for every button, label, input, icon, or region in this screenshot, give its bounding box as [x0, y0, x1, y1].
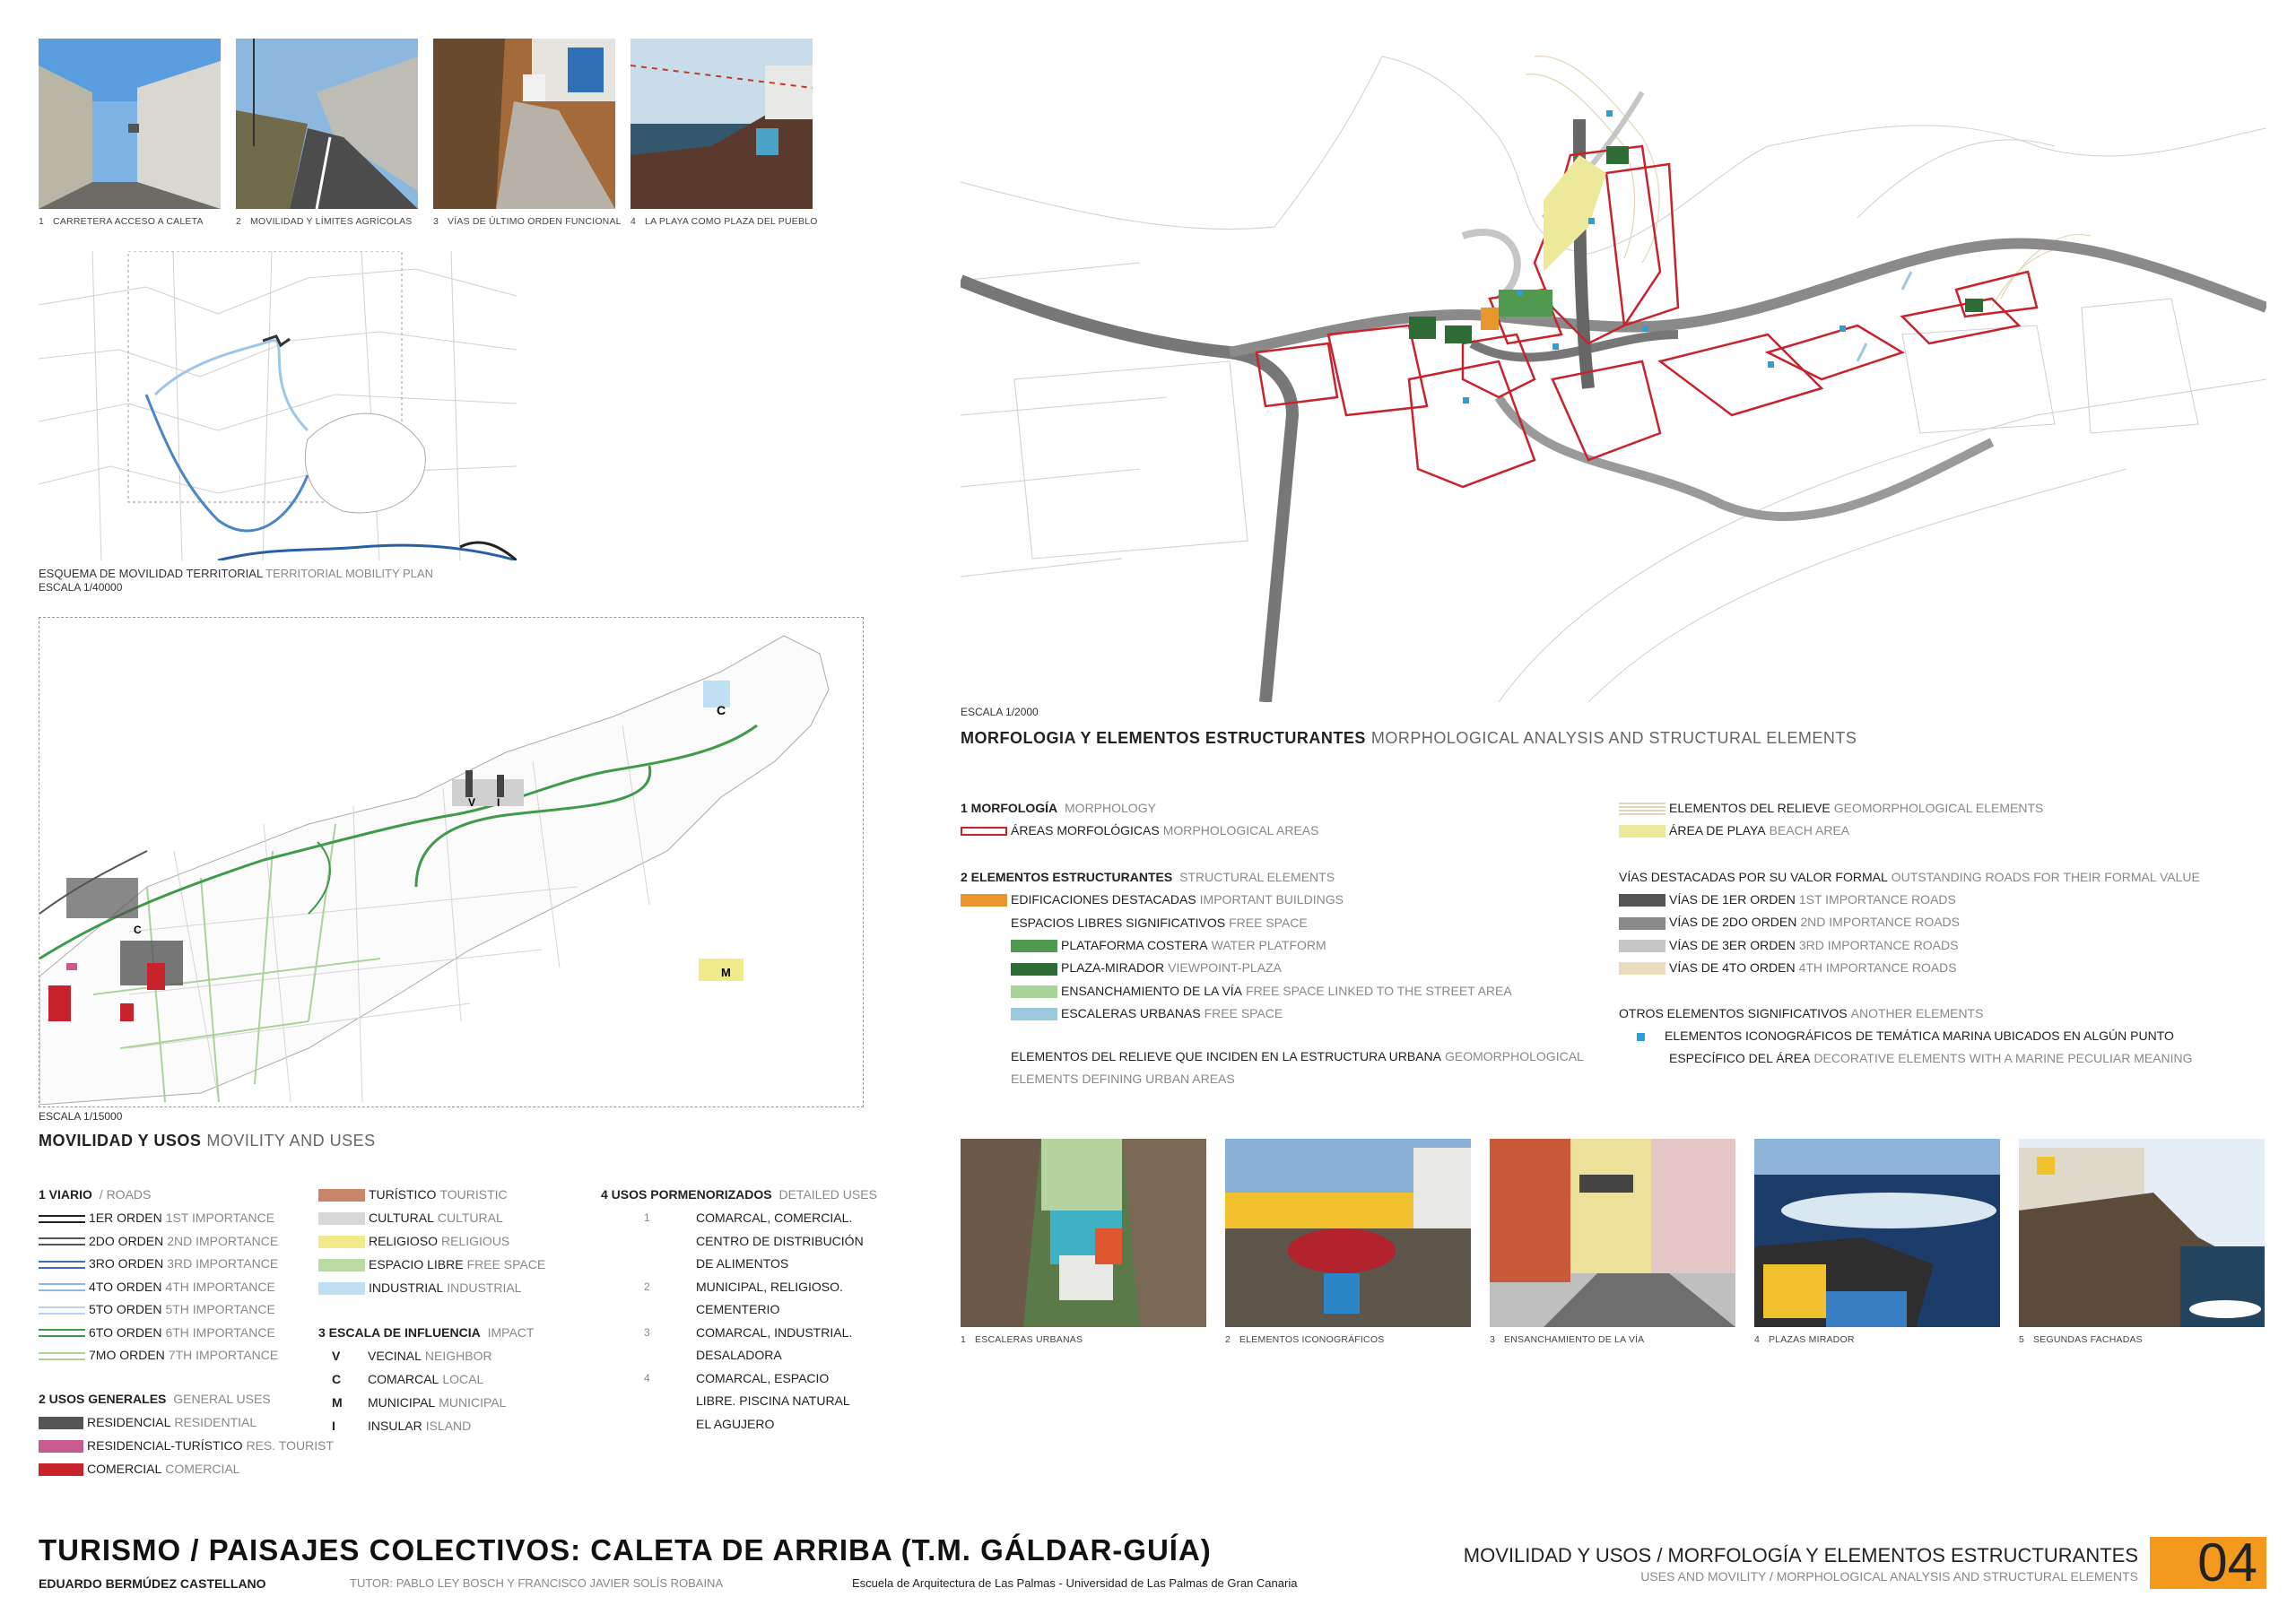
- road-swatch: [39, 1215, 85, 1223]
- porm-num: 1: [644, 1211, 650, 1224]
- swatch: [1011, 985, 1057, 998]
- map-label-m: M: [721, 966, 731, 979]
- swatch: [1619, 962, 1665, 975]
- vias-item: VÍAS DE 1ER ORDEN 1ST IMPORTANCE ROADS: [1619, 892, 1956, 907]
- relieve-text-line2: ELEMENTS DEFINING URBAN AREAS: [1011, 1072, 1235, 1086]
- morphology-map: [961, 39, 2266, 702]
- porm-text: COMARCAL, COMERCIAL.: [696, 1211, 853, 1225]
- swatch: [1011, 940, 1057, 952]
- espacios-item: PLATAFORMA COSTERA WATER PLATFORM: [1011, 938, 1326, 952]
- usos-item-residencial: RESIDENCIAL RESIDENTIAL: [39, 1415, 257, 1429]
- road-swatch: [39, 1352, 85, 1360]
- photo-bottom-caption-4: 4 PLAZAS MIRADOR: [1754, 1334, 1855, 1345]
- photo-iconograficos: [1225, 1139, 1471, 1327]
- photo-segundas-fachadas: [2019, 1139, 2265, 1327]
- road-swatch: [39, 1283, 85, 1291]
- otros-item-line1: ELEMENTOS ICONOGRÁFICOS DE TEMÁTICA MARINA UBICADOS EN ALGÚN PUNTO: [1637, 1028, 2174, 1043]
- usos2-item-industrial: INDUSTRIAL INDUSTRIAL: [318, 1280, 521, 1295]
- porm-num: 3: [644, 1325, 650, 1339]
- photo-top-caption-3: 3 VÍAS DE ÚLTIMO ORDEN FUNCIONAL: [433, 216, 622, 227]
- viario-heading: 1 VIARIO / ROADS: [39, 1187, 152, 1202]
- playa-item: ÁREA DE PLAYA BEACH AREA: [1619, 823, 1849, 838]
- photo-bottom-caption-3: 3 ENSANCHAMIENTO DE LA VÍA: [1490, 1334, 1645, 1345]
- usos-heading: 2 USOS GENERALES GENERAL USES: [39, 1392, 271, 1406]
- tutor: TUTOR: PABLO LEY BOSCH Y FRANCISCO JAVIER SOLÍS ROBAINA: [350, 1576, 724, 1590]
- photo-ensanchamiento: [1490, 1139, 1735, 1327]
- viario-item: 2DO ORDEN 2ND IMPORTANCE: [39, 1234, 278, 1248]
- usos2-item-religioso: RELIGIOSO RELIGIOUS: [318, 1234, 509, 1248]
- struct-item-espacios: ESPACIOS LIBRES SIGNIFICATIVOS FREE SPACE: [1011, 916, 1308, 930]
- vias-item: VÍAS DE 4TO ORDEN 4TH IMPORTANCE ROADS: [1619, 960, 1957, 975]
- photo-bottom-caption-2: 2 ELEMENTOS ICONOGRÁFICOS: [1225, 1334, 1385, 1345]
- porm-text: EL AGUJERO: [696, 1416, 775, 1431]
- territorial-title: ESQUEMA DE MOVILIDAD TERRITORIAL TERRITORIAL MOBILITY PLAN: [39, 567, 433, 580]
- espacios-item: ESCALERAS URBANAS FREE SPACE: [1011, 1006, 1283, 1020]
- porm-text: LIBRE. PISCINA NATURAL: [696, 1393, 850, 1408]
- photo-vias: [433, 39, 615, 209]
- otros-item-line2: ESPECÍFICO DEL ÁREA DECORATIVE ELEMENTS WITH A MARINE PECULIAR MEANING: [1669, 1051, 2193, 1065]
- photo-top-caption-1: 1 CARRETERA ACCESO A CALETA: [39, 216, 204, 227]
- usos2-item-cultural: CULTURAL CULTURAL: [318, 1211, 503, 1225]
- photo-top-caption-4: 4 LA PLAYA COMO PLAZA DEL PUEBLO: [631, 216, 818, 227]
- struct-item-edificaciones: EDIFICACIONES DESTACADAS IMPORTANT BUILDINGS: [961, 892, 1344, 907]
- usos2-item-espacio-libre: ESPACIO LIBRE FREE SPACE: [318, 1257, 545, 1271]
- relieve-item: ELEMENTOS DEL RELIEVE GEOMORPHOLOGICAL ELEMENTS: [1619, 801, 2043, 815]
- escala-item-m: M MUNICIPAL MUNICIPAL: [332, 1395, 507, 1410]
- viario-item: 1ER ORDEN 1ST IMPORTANCE: [39, 1211, 274, 1225]
- section-subtitle: USES AND MOVILITY / MORPHOLOGICAL ANALYSIS AND STRUCTURAL ELEMENTS: [1640, 1569, 2138, 1584]
- pormenorizados-heading: 4 USOS PORMENORIZADOS DETAILED USES: [601, 1187, 877, 1202]
- map-label-i: I: [497, 796, 500, 809]
- porm-text: COMARCAL, ESPACIO: [696, 1370, 830, 1385]
- photo-plazas-mirador: [1754, 1139, 2000, 1327]
- road-swatch: [39, 1329, 85, 1337]
- usos-item-comercial: COMERCIAL COMERCIAL: [39, 1462, 239, 1476]
- vias-heading: VÍAS DESTACADAS POR SU VALOR FORMAL OUTSTANDING ROADS FOR THEIR FORMAL VALUE: [1619, 870, 2200, 884]
- espacios-item: ENSANCHAMIENTO DE LA VÍA FREE SPACE LINKED TO THE STREET AREA: [1011, 984, 1512, 998]
- otros-heading: OTROS ELEMENTOS SIGNIFICATIVOS ANOTHER ELEMENTS: [1619, 1006, 1984, 1020]
- porm-text: COMARCAL, INDUSTRIAL.: [696, 1324, 853, 1340]
- escala-item-c: C COMARCAL LOCAL: [332, 1372, 484, 1386]
- porm-text: DESALADORA: [696, 1348, 782, 1362]
- struct-heading: 2 ELEMENTOS ESTRUCTURANTES STRUCTURAL ELEMENTS: [961, 870, 1335, 884]
- porm-num: 2: [644, 1280, 650, 1293]
- swatch: [1619, 940, 1665, 952]
- photo-bottom-caption-5: 5 SEGUNDAS FACHADAS: [2019, 1334, 2143, 1345]
- swatch: [1619, 917, 1665, 930]
- movility-scale: ESCALA 1/15000: [39, 1110, 123, 1123]
- photo-bottom-caption-1: 1 ESCALERAS URBANAS: [961, 1334, 1083, 1345]
- road-swatch: [39, 1237, 85, 1245]
- swatch: [1011, 963, 1057, 976]
- escala-item-v: V VECINAL NEIGHBOR: [332, 1349, 492, 1363]
- map-label-v: V: [468, 796, 476, 809]
- porm-text: MUNICIPAL, RELIGIOSO.: [696, 1279, 843, 1294]
- swatch: [1619, 894, 1665, 907]
- swatch: [1011, 1008, 1057, 1020]
- morphology-scale: ESCALA 1/2000: [961, 706, 1039, 718]
- morph-item-areas: ÁREAS MORFOLÓGICAS MORPHOLOGICAL AREAS: [961, 823, 1318, 838]
- road-swatch: [39, 1306, 85, 1315]
- viario-item: 3RO ORDEN 3RD IMPORTANCE: [39, 1256, 278, 1271]
- morphology-title: MORFOLOGIA Y ELEMENTOS ESTRUCTURANTES MORPHOLOGICAL ANALYSIS AND STRUCTURAL ELEMENTS: [961, 729, 1857, 747]
- morph-heading: 1 MORFOLOGÍA MORPHOLOGY: [961, 801, 1156, 815]
- movility-title: MOVILIDAD Y USOS MOVILITY AND USES: [39, 1132, 376, 1150]
- page-number: 04: [2150, 1537, 2266, 1589]
- road-swatch: [39, 1261, 85, 1269]
- porm-num: 4: [644, 1371, 650, 1384]
- map-label-c-top: C: [717, 703, 726, 717]
- porm-text: CEMENTERIO: [696, 1302, 780, 1316]
- section-title: MOVILIDAD Y USOS / MORFOLOGÍA Y ELEMENTOS ESTRUCTURANTES: [1463, 1544, 2138, 1567]
- viario-item: 5TO ORDEN 5TH IMPORTANCE: [39, 1302, 275, 1316]
- photo-playa: [631, 39, 813, 209]
- territorial-mobility-map: [39, 251, 517, 560]
- main-title: TURISMO / PAISAJES COLECTIVOS: CALETA DE ARRIBA (T.M. GÁLDAR-GUÍA): [39, 1533, 1212, 1567]
- author: EDUARDO BERMÚDEZ CASTELLANO: [39, 1576, 266, 1591]
- escala-heading: 3 ESCALA DE INFLUENCIA IMPACT: [318, 1325, 535, 1340]
- porm-text: CENTRO DE DISTRIBUCIÓN: [696, 1233, 864, 1248]
- viario-item: 6TO ORDEN 6TH IMPORTANCE: [39, 1325, 275, 1340]
- viario-item: 7MO ORDEN 7TH IMPORTANCE: [39, 1348, 278, 1362]
- espacios-item: PLAZA-MIRADOR VIEWPOINT-PLAZA: [1011, 960, 1282, 975]
- viario-item: 4TO ORDEN 4TH IMPORTANCE: [39, 1280, 275, 1294]
- photo-top-caption-2: 2 MOVILIDAD Y LÍMITES AGRÍCOLAS: [236, 216, 413, 227]
- porm-text: DE ALIMENTOS: [696, 1256, 789, 1271]
- usos2-item-turistico: TURÍSTICO TOURISTIC: [318, 1187, 508, 1202]
- photo-movilidad: [236, 39, 418, 209]
- school: Escuela de Arquitectura de Las Palmas - Universidad de Las Palmas de Gran Canaria: [852, 1576, 1298, 1590]
- vias-item: VÍAS DE 2DO ORDEN 2ND IMPORTANCE ROADS: [1619, 915, 1960, 929]
- territorial-scale: ESCALA 1/40000: [39, 581, 123, 594]
- vias-item: VÍAS DE 3ER ORDEN 3RD IMPORTANCE ROADS: [1619, 938, 1958, 952]
- map-label-c-left: C: [134, 924, 142, 936]
- usos-item-residencial-turistico: RESIDENCIAL-TURÍSTICO RES. TOURIST: [39, 1438, 334, 1453]
- escala-item-i: I INSULAR ISLAND: [332, 1419, 472, 1433]
- photo-escaleras: [961, 1139, 1206, 1327]
- movility-map: [39, 618, 861, 1105]
- relieve-text-line1: ELEMENTOS DEL RELIEVE QUE INCIDEN EN LA ESTRUCTURA URBANA GEOMORPHOLOGICAL: [1011, 1049, 1584, 1063]
- photo-carretera: [39, 39, 221, 209]
